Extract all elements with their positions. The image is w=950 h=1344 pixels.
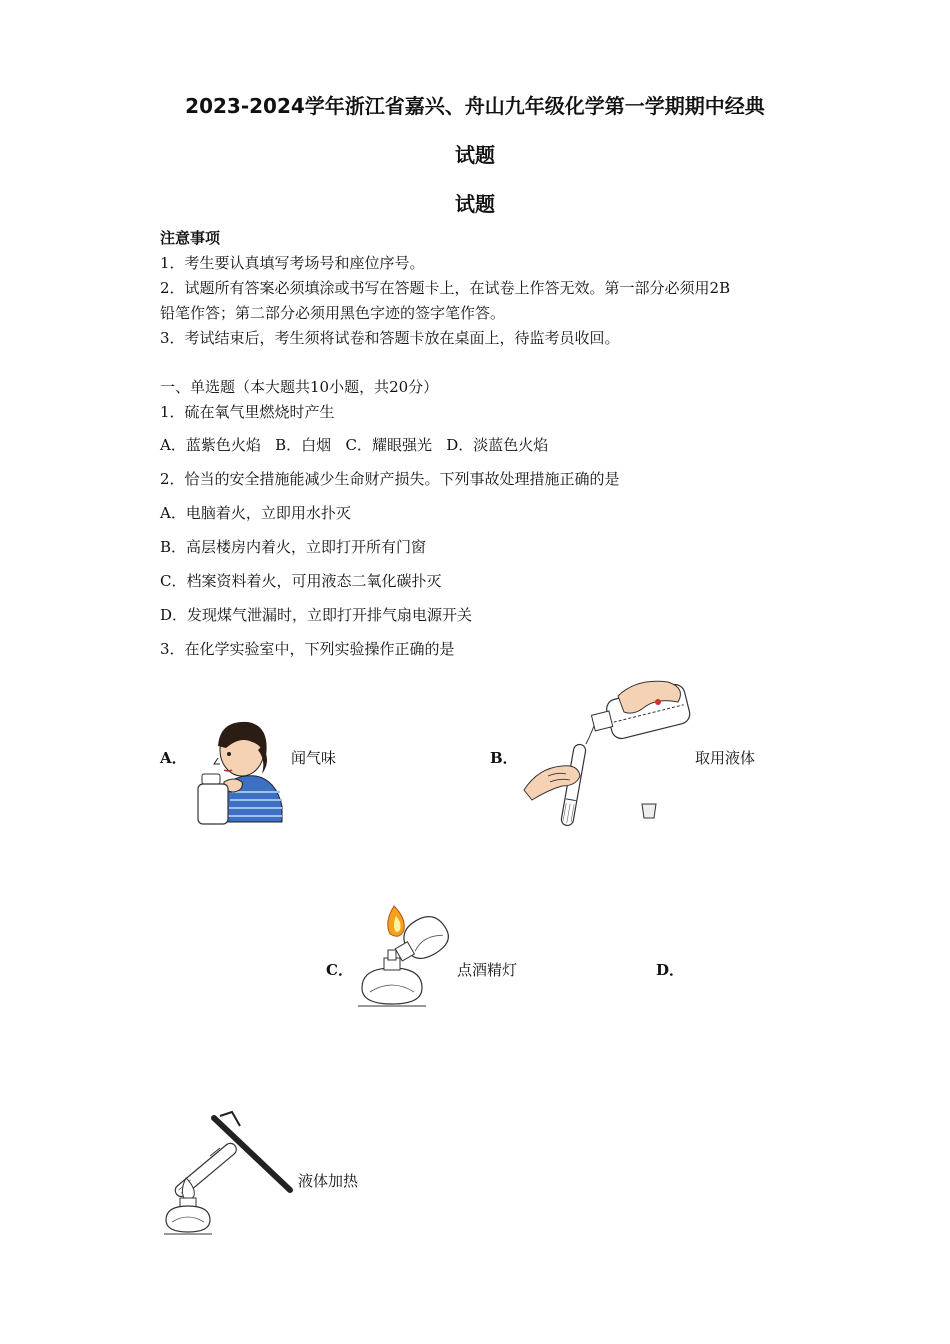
- page-title-line2: 试题: [455, 143, 495, 167]
- heating-liquid-illustration: [164, 1104, 294, 1236]
- notice-item-1: 1．考生要认真填写考场号和座位序号。: [160, 254, 425, 272]
- question-2-stem: 2．恰当的安全措施能减少生命财产损失。下列事故处理措施正确的是: [160, 470, 620, 488]
- question-3-option-c-caption: 点酒精灯: [457, 961, 518, 979]
- notice-item-2: 2．试题所有答案必须填涂或书写在答题卡上，在试卷上作答无效。第一部分必须用2B: [160, 279, 731, 297]
- lighting-alcohol-lamp-illustration: [354, 904, 454, 1012]
- notice-item-3: 3．考试结束后，考生须将试卷和答题卡放在桌面上，待监考员收回。: [160, 329, 620, 347]
- question-2-option-c: C．档案资料着火，可用液态二氧化碳扑灭: [160, 572, 442, 590]
- question-3-option-d-caption: 液体加热: [298, 1172, 359, 1190]
- question-3-option-a-label: A．: [160, 749, 187, 767]
- question-2-option-b: B．高层楼房内着火，立即打开所有门窗: [160, 538, 427, 556]
- page-title-line1: 2023-2024学年浙江省嘉兴、舟山九年级化学第一学期期中经典: [185, 94, 765, 118]
- notice-item-2-cont: 铅笔作答；第二部分必须用黑色字迹的签字笔作答。: [160, 304, 506, 322]
- question-3-option-a-caption: 闻气味: [291, 749, 337, 767]
- question-3-option-b-label: B．: [490, 749, 518, 767]
- question-3-option-d-label: D．: [656, 961, 685, 979]
- question-2-option-a: A．电脑着火，立即用水扑灭: [160, 504, 351, 522]
- notice-heading: 注意事项: [160, 229, 221, 247]
- smelling-illustration: [196, 716, 288, 826]
- page-subtitle: 试题: [455, 192, 495, 216]
- question-1-options: A．蓝紫色火焰 B．白烟 C．耀眼强光 D．淡蓝色火焰: [160, 436, 549, 454]
- pouring-liquid-illustration: [518, 672, 693, 832]
- question-3-stem: 3．在化学实验室中，下列实验操作正确的是: [160, 640, 455, 658]
- question-3-option-b-caption: 取用液体: [695, 749, 756, 767]
- question-2-option-d: D．发现煤气泄漏时，立即打开排气扇电源开关: [160, 606, 473, 624]
- question-1-stem: 1．硫在氧气里燃烧时产生: [160, 403, 335, 421]
- section-heading: 一、单选题（本大题共10小题，共20分）: [160, 378, 439, 396]
- question-3-option-c-label: C．: [326, 961, 353, 979]
